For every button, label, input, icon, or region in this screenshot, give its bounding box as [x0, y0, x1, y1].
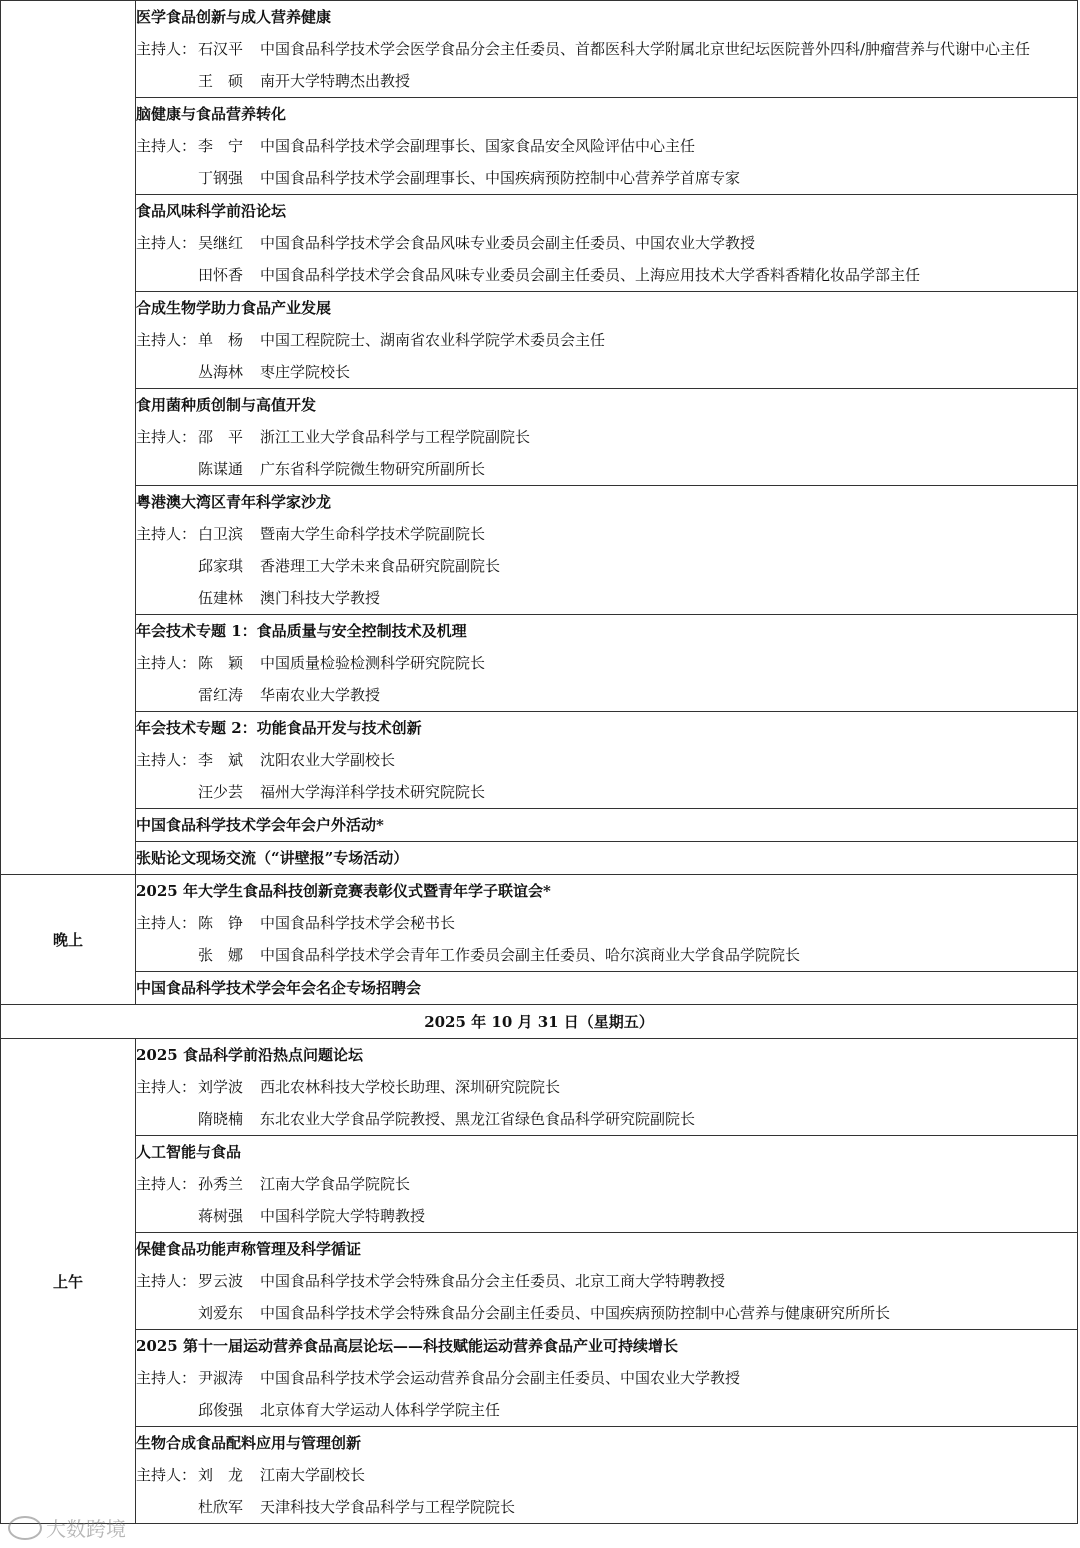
session-title: 食品风味科学前沿论坛 [136, 202, 287, 220]
host-row [136, 550, 1077, 582]
host-name: 王 硕 [198, 72, 244, 90]
session-title: 中国食品科学技术学会年会户外活动* [136, 816, 384, 834]
session-cell [136, 1330, 1078, 1427]
host-row [136, 1071, 1077, 1103]
host-label: 主持人： [136, 1369, 197, 1387]
host-name: 单 杨 [198, 331, 244, 349]
host-row [136, 518, 1077, 550]
host-label: 主持人： [136, 234, 197, 252]
host-name: 李 斌 [198, 751, 244, 769]
host-label: 主持人： [136, 1078, 197, 1096]
session-row [1, 98, 1078, 195]
host-affiliation: 中国食品科学技术学会青年工作委员会副主任委员、哈尔滨商业大学食品学院院长 [260, 946, 801, 964]
host-name: 田怀香 [198, 266, 244, 284]
host-affiliation: 江南大学食品学院院长 [260, 1175, 411, 1193]
host-label: 主持人： [136, 654, 197, 672]
session-title: 人工智能与食品 [136, 1143, 242, 1161]
session-cell [136, 809, 1078, 842]
host-affiliation: 中国食品科学技术学会食品风味专业委员会副主任委员、上海应用技术大学香料香精化妆品学部主任 [260, 266, 921, 284]
host-row [136, 324, 1077, 356]
host-label [136, 162, 198, 194]
host-name: 白卫滨 [198, 525, 244, 543]
host-name: 刘爱东 [198, 1304, 244, 1322]
session-cell [136, 389, 1078, 486]
day-heading: 2025 年 10 月 31 日（星期五） [1, 1005, 1078, 1039]
host-row [136, 907, 1077, 939]
session-title: 2025 食品科学前沿热点问题论坛 [136, 1046, 363, 1064]
host-affiliation: 南开大学特聘杰出教授 [260, 72, 411, 90]
host-row [136, 776, 1077, 808]
session-row [1, 809, 1078, 842]
day-row [1, 1005, 1078, 1039]
host-affiliation: 中国食品科学技术学会医学食品分会主任委员、首都医科大学附属北京世纪坛医院普外四科/肿瘤营养与代谢中心主任 [260, 40, 1031, 58]
host-name: 雷红涛 [198, 686, 244, 704]
host-name: 隋晓楠 [198, 1110, 244, 1128]
host-row [136, 162, 1077, 194]
host-row [136, 744, 1077, 776]
session-cell [136, 486, 1078, 615]
host-affiliation: 中国食品科学技术学会副理事长、中国疾病预防控制中心营养学首席专家 [260, 169, 741, 187]
session-row [1, 1233, 1078, 1330]
host-affiliation: 中国食品科学技术学会副理事长、国家食品安全风险评估中心主任 [260, 137, 696, 155]
session-row [1, 1, 1078, 98]
watermark [8, 1513, 126, 1542]
time-slot-cell: 晚上 [1, 875, 136, 1005]
session-cell [136, 1136, 1078, 1233]
host-label [136, 776, 198, 808]
time-slot-cell [1, 1, 136, 875]
host-name: 李 宁 [198, 137, 244, 155]
host-row [136, 33, 1077, 65]
host-name: 邱家琪 [198, 557, 244, 575]
session-title: 年会技术专题 2：功能食品开发与技术创新 [136, 719, 422, 737]
host-name: 刘学波 [198, 1078, 244, 1096]
host-affiliation: 中国食品科学技术学会秘书长 [260, 914, 456, 932]
host-row [136, 130, 1077, 162]
host-label [136, 1103, 198, 1135]
host-label: 主持人： [136, 751, 197, 769]
session-cell [136, 1, 1078, 98]
host-affiliation: 西北农林科技大学校长助理、深圳研究院院长 [260, 1078, 561, 1096]
host-label [136, 1200, 198, 1232]
host-label [136, 1491, 198, 1523]
host-affiliation: 中国食品科学技术学会特殊食品分会主任委员、北京工商大学特聘教授 [260, 1272, 726, 1290]
session-title: 合成生物学助力食品产业发展 [136, 299, 332, 317]
host-row [136, 939, 1077, 971]
host-name: 蒋树强 [198, 1207, 244, 1225]
session-row [1, 195, 1078, 292]
host-affiliation: 华南农业大学教授 [260, 686, 381, 704]
host-affiliation: 暨南大学生命科学技术学院副院长 [260, 525, 486, 543]
host-affiliation: 中国科学院大学特聘教授 [260, 1207, 426, 1225]
host-row [136, 1297, 1077, 1329]
host-affiliation: 沈阳农业大学副校长 [260, 751, 396, 769]
session-row [1, 972, 1078, 1005]
host-name: 尹淑涛 [198, 1369, 244, 1387]
host-affiliation: 中国质量检验检测科学研究院院长 [260, 654, 486, 672]
host-row [136, 227, 1077, 259]
host-label: 主持人： [136, 428, 197, 446]
host-affiliation: 香港理工大学未来食品研究院副院长 [260, 557, 501, 575]
host-row [136, 1200, 1077, 1232]
host-affiliation: 福州大学海洋科学技术研究院院长 [260, 783, 486, 801]
session-title: 2025 年大学生食品科技创新竞赛表彰仪式暨青年学子联谊会* [136, 882, 551, 900]
host-row [136, 647, 1077, 679]
session-title: 2025 第十一届运动营养食品高层论坛——科技赋能运动营养食品产业可持续增长 [136, 1337, 678, 1355]
host-row [136, 421, 1077, 453]
host-name: 陈 铮 [198, 914, 244, 932]
session-cell [136, 292, 1078, 389]
host-label [136, 453, 198, 485]
session-row [1, 292, 1078, 389]
host-row [136, 1265, 1077, 1297]
session-cell [136, 1233, 1078, 1330]
host-row [136, 1459, 1077, 1491]
session-row [1, 1039, 1078, 1136]
session-row [1, 712, 1078, 809]
host-affiliation: 中国食品科学技术学会运动营养食品分会副主任委员、中国农业大学教授 [260, 1369, 741, 1387]
host-label: 主持人： [136, 137, 197, 155]
host-affiliation: 中国工程院院士、湖南省农业科学院学术委员会主任 [260, 331, 606, 349]
host-name: 刘 龙 [198, 1466, 244, 1484]
host-label [136, 259, 198, 291]
session-title: 生物合成食品配料应用与管理创新 [136, 1434, 362, 1452]
host-row [136, 1362, 1077, 1394]
host-name: 伍建林 [198, 589, 244, 607]
host-name: 吴继红 [198, 234, 244, 252]
host-name: 罗云波 [198, 1272, 244, 1290]
host-name: 丁钢强 [198, 169, 244, 187]
host-row [136, 1168, 1077, 1200]
session-cell [136, 712, 1078, 809]
host-label [136, 679, 198, 711]
host-affiliation: 中国食品科学技术学会食品风味专业委员会副主任委员、中国农业大学教授 [260, 234, 756, 252]
watermark-text: 大数跨境 [46, 1517, 126, 1541]
session-cell [136, 1039, 1078, 1136]
watermark-logo-icon [8, 1516, 42, 1540]
host-label: 主持人： [136, 40, 197, 58]
host-row [136, 679, 1077, 711]
host-row [136, 259, 1077, 291]
session-row [1, 842, 1078, 875]
host-affiliation: 枣庄学院校长 [260, 363, 351, 381]
session-row [1, 1136, 1078, 1233]
host-affiliation: 浙江工业大学食品科学与工程学院副院长 [260, 428, 531, 446]
session-title: 中国食品科学技术学会年会名企专场招聘会 [136, 979, 422, 997]
host-label [136, 550, 198, 582]
session-cell [136, 615, 1078, 712]
host-label [136, 1297, 198, 1329]
session-title: 脑健康与食品营养转化 [136, 105, 287, 123]
host-affiliation: 北京体育大学运动人体科学学院主任 [260, 1401, 501, 1419]
host-affiliation: 澳门科技大学教授 [260, 589, 381, 607]
host-name: 张 娜 [198, 946, 244, 964]
session-title: 食用菌种质创制与高值开发 [136, 396, 317, 414]
host-affiliation: 中国食品科学技术学会特殊食品分会副主任委员、中国疾病预防控制中心营养与健康研究所所长 [260, 1304, 891, 1322]
session-row [1, 615, 1078, 712]
host-label [136, 1394, 198, 1426]
host-label [136, 939, 198, 971]
session-title: 张贴论文现场交流（“讲壁报”专场活动） [136, 849, 409, 867]
host-row [136, 65, 1077, 97]
session-row [1, 875, 1078, 972]
host-label [136, 65, 198, 97]
session-cell [136, 195, 1078, 292]
time-slot-cell: 上午 [1, 1039, 136, 1524]
host-name: 陈 颖 [198, 654, 244, 672]
host-affiliation: 东北农业大学食品学院教授、黑龙江省绿色食品科学研究院副院长 [260, 1110, 696, 1128]
session-row [1, 1330, 1078, 1427]
session-cell [136, 842, 1078, 875]
session-title: 医学食品创新与成人营养健康 [136, 8, 332, 26]
session-row [1, 1427, 1078, 1524]
host-row [136, 453, 1077, 485]
host-name: 汪少芸 [198, 783, 244, 801]
session-cell [136, 98, 1078, 195]
session-title: 保健食品功能声称管理及科学循证 [136, 1240, 362, 1258]
session-row [1, 486, 1078, 615]
host-affiliation: 江南大学副校长 [260, 1466, 366, 1484]
session-cell [136, 1427, 1078, 1524]
session-cell [136, 875, 1078, 972]
host-label: 主持人： [136, 914, 197, 932]
host-name: 杜欣军 [198, 1498, 244, 1516]
host-name: 邱俊强 [198, 1401, 244, 1419]
session-cell [136, 972, 1078, 1005]
host-row [136, 1103, 1077, 1135]
host-name: 丛海林 [198, 363, 244, 381]
host-label: 主持人： [136, 1466, 197, 1484]
host-label: 主持人： [136, 1175, 197, 1193]
host-affiliation: 广东省科学院微生物研究所副所长 [260, 460, 486, 478]
session-row [1, 389, 1078, 486]
session-title: 年会技术专题 1：食品质量与安全控制技术及机理 [136, 622, 467, 640]
host-name: 孙秀兰 [198, 1175, 244, 1193]
host-label [136, 582, 198, 614]
host-name: 邵 平 [198, 428, 244, 446]
host-label [136, 356, 198, 388]
host-name: 石汉平 [198, 40, 244, 58]
session-title: 粤港澳大湾区青年科学家沙龙 [136, 493, 332, 511]
host-label: 主持人： [136, 1272, 197, 1290]
host-row [136, 582, 1077, 614]
agenda-body [1, 1, 1078, 1524]
host-row [136, 356, 1077, 388]
host-row [136, 1491, 1077, 1523]
host-row [136, 1394, 1077, 1426]
host-affiliation: 天津科技大学食品科学与工程学院院长 [260, 1498, 516, 1516]
host-name: 陈谋通 [198, 460, 244, 478]
host-label: 主持人： [136, 525, 197, 543]
host-label: 主持人： [136, 331, 197, 349]
